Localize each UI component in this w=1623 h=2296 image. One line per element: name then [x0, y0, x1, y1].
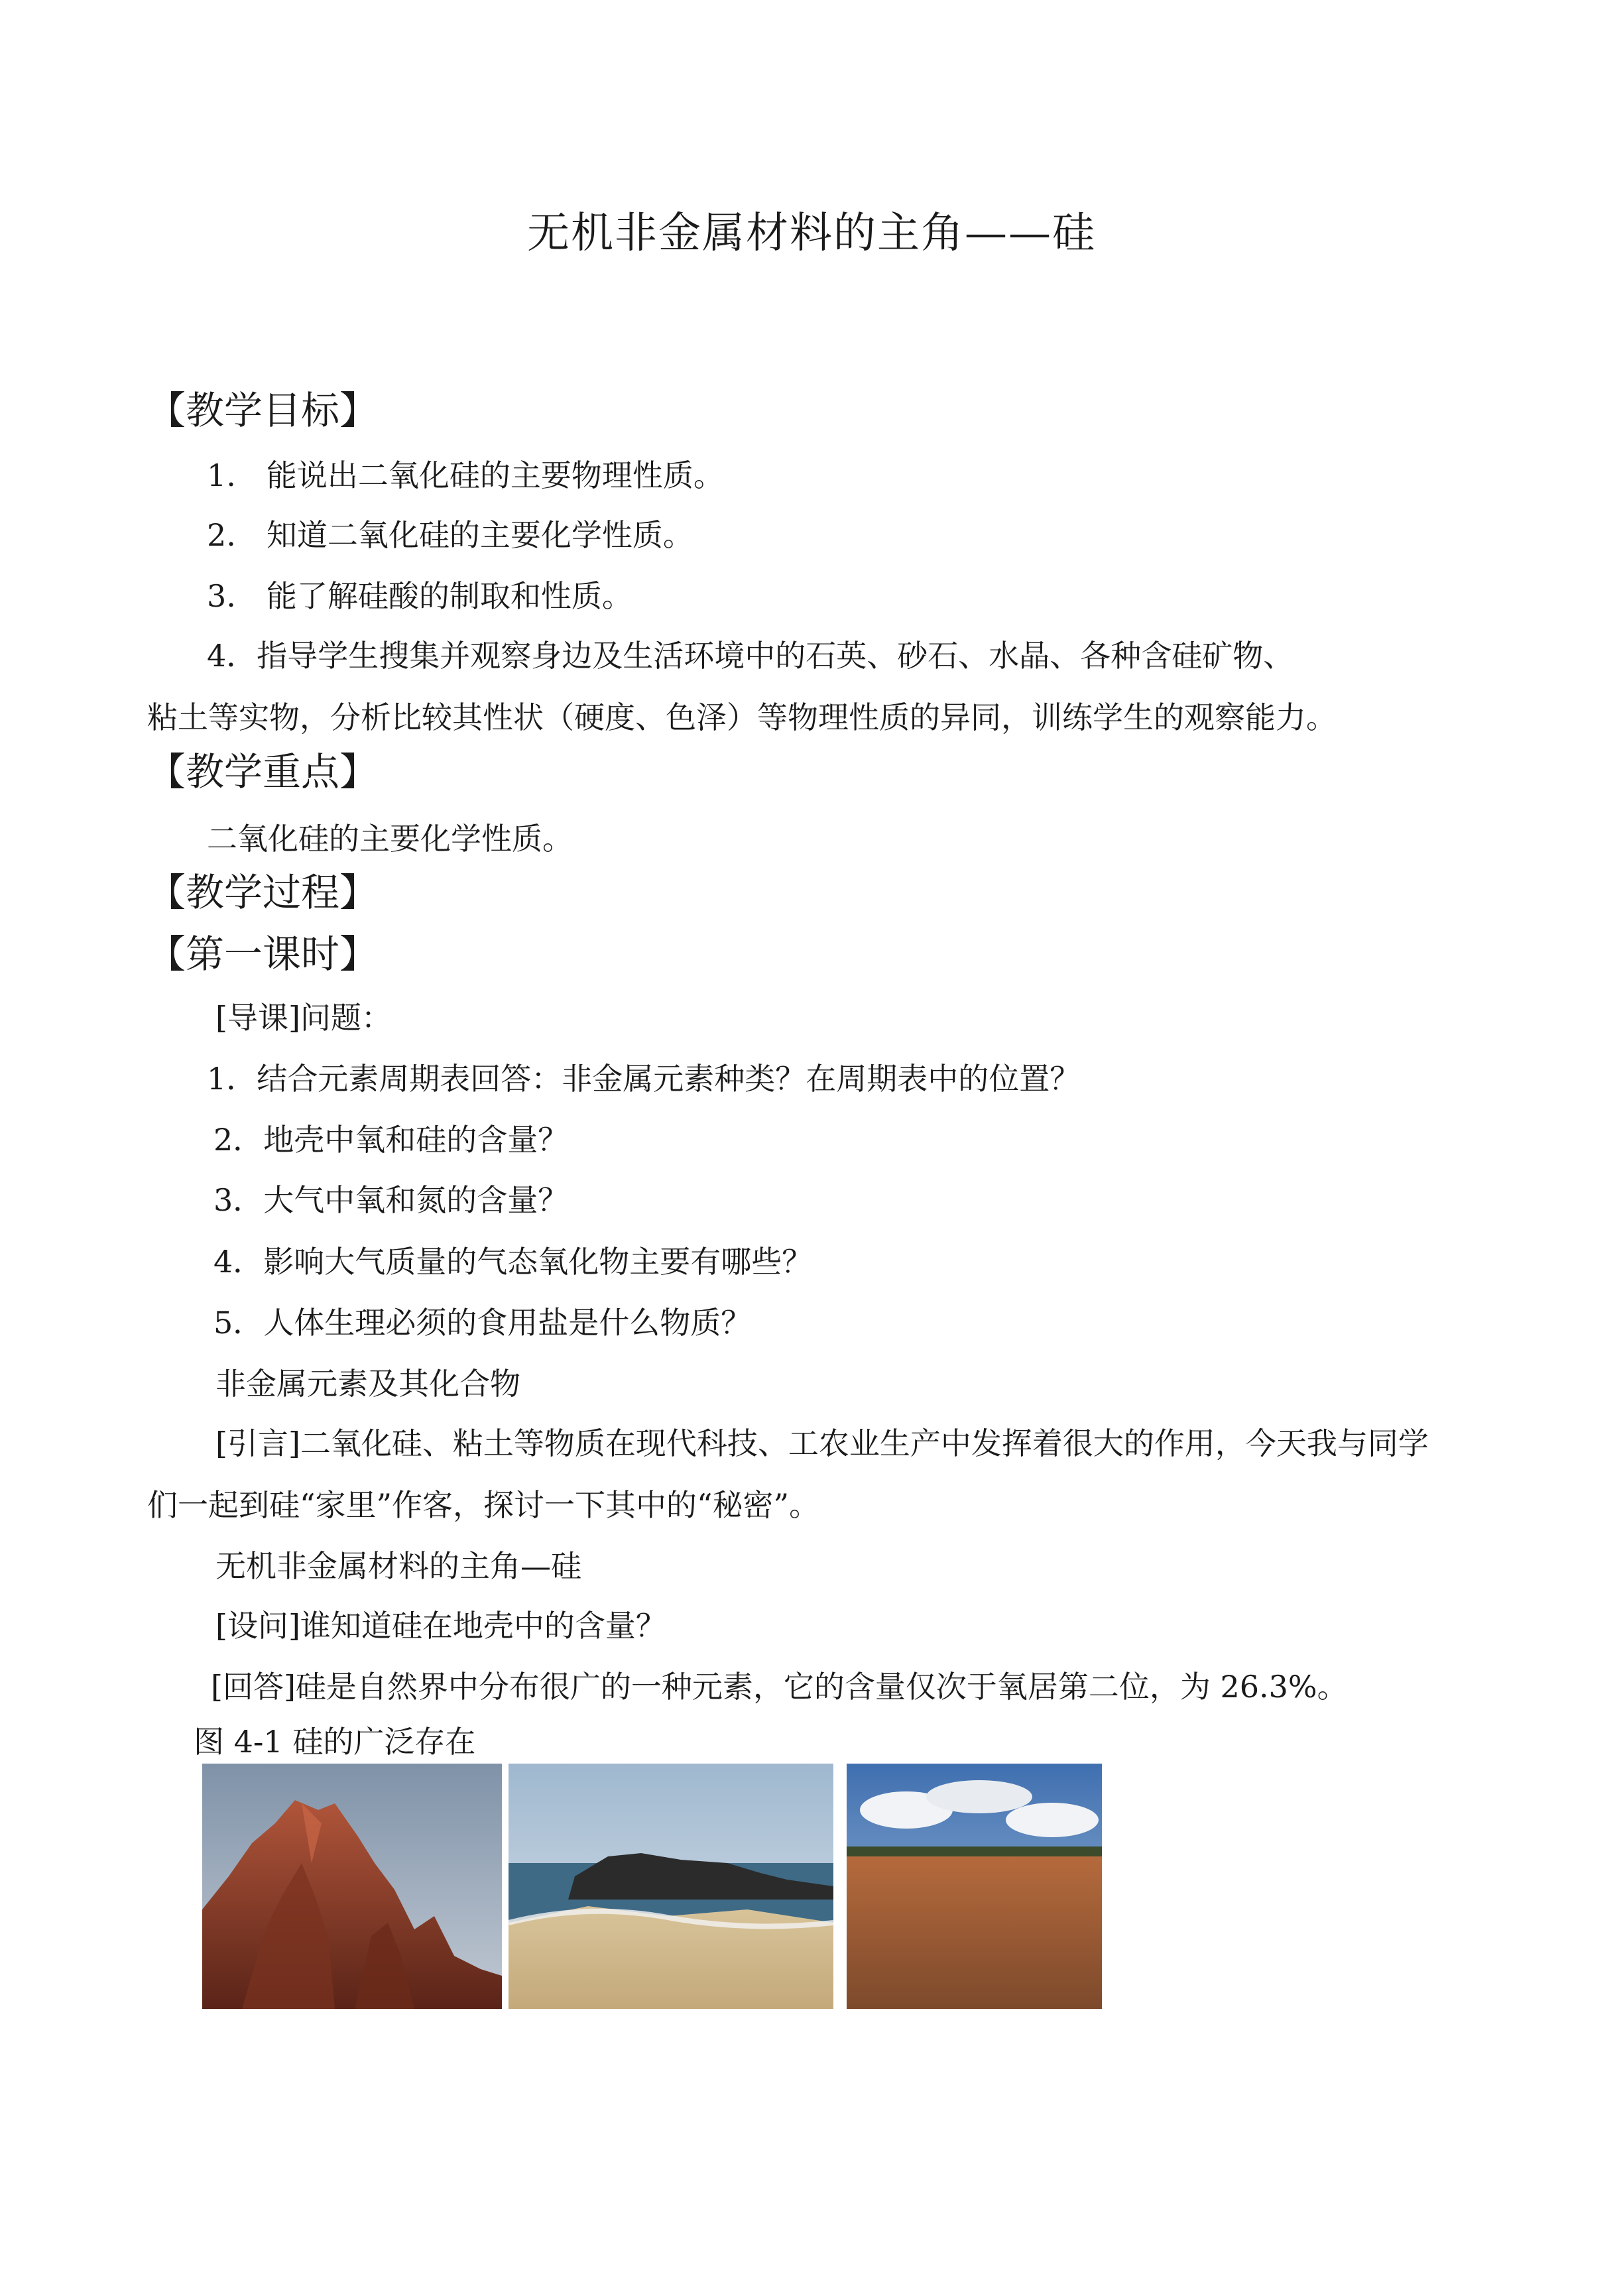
objective-4-cont: 粘土等实物，分析比较其性状（硬度、色泽）等物理性质的异同，训练学生的观察能力。 — [147, 699, 1337, 735]
objective-2: 2. 知道二氧化硅的主要化学性质。 — [207, 517, 693, 553]
question-text: [设问]谁知道硅在地壳中的含量？ — [215, 1608, 666, 1644]
question-2: 2．地壳中氧和硅的含量？ — [213, 1122, 569, 1158]
intro-label: [导课]问题： — [215, 1000, 392, 1036]
answer-text: [回答]硅是自然界中分布很广的一种元素，它的含量仅次于氧居第二位，为 26.3%。 — [211, 1669, 1348, 1705]
sub-title: 无机非金属材料的主角—硅 — [215, 1548, 581, 1584]
objective-3: 3. 能了解硅酸的制取和性质。 — [207, 578, 632, 614]
document-title: 无机非金属材料的主角——硅 — [527, 209, 1096, 258]
heading-lesson1: 【第一课时】 — [147, 932, 379, 977]
key-point-text: 二氧化硅的主要化学性质。 — [207, 821, 573, 857]
heading-objectives: 【教学目标】 — [147, 388, 379, 433]
objective-1: 1. 能说出二氧化硅的主要物理性质。 — [207, 457, 724, 493]
photo-red-field — [847, 1764, 1102, 2009]
question-3: 3．大气中氧和氮的含量？ — [213, 1182, 569, 1218]
objective-4: 4．指导学生搜集并观察身边及生活环境中的石英、砂石、水晶、各种含硅矿物、 — [207, 638, 1294, 674]
heading-process: 【教学过程】 — [147, 870, 379, 915]
section-heading: 非金属元素及其化合物 — [215, 1366, 520, 1402]
question-1: 1．结合元素周期表回答：非金属元素种类？在周期表中的位置？ — [207, 1061, 1081, 1097]
intro-paragraph-line-2: 们一起到硅“家里”作客，探讨一下其中的“秘密”。 — [147, 1487, 820, 1523]
intro-paragraph-line-1: [引言]二氧化硅、粘土等物质在现代科技、工农业生产中发挥着很大的作用，今天我与同学 — [215, 1425, 1429, 1461]
question-4: 4．影响大气质量的气态氧化物主要有哪些？ — [213, 1244, 813, 1280]
figure-caption: 图 4-1 硅的广泛存在 — [194, 1724, 476, 1760]
photo-beach-rocks — [509, 1764, 833, 2009]
question-5: 5．人体生理必须的食用盐是什么物质？ — [213, 1305, 752, 1341]
heading-key-point: 【教学重点】 — [147, 749, 379, 794]
figure-photos — [202, 1764, 1104, 2009]
photo-red-mountain — [202, 1764, 502, 2009]
